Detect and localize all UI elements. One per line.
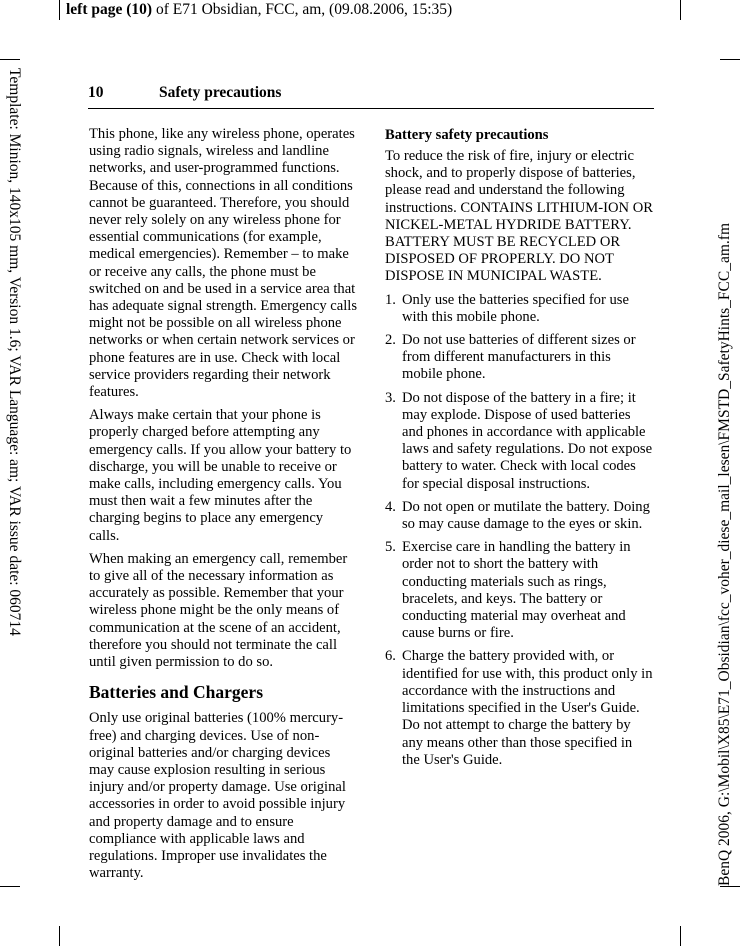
- list-item: [385, 390, 653, 493]
- file-path-margin: [714, 156, 734, 886]
- list-item-number: 4.: [385, 498, 396, 515]
- crop-mark: [720, 59, 740, 60]
- crop-mark: [720, 886, 740, 887]
- paragraph: When making an emergency call, remember to give all of the necessary information as accurately as possible. Remember that your wireless phone might be the only means of communication at the scene of an accident, therefore you should not terminate the call until given permission to do so.: [89, 550, 348, 671]
- page-number: 10: [88, 84, 104, 101]
- crop-mark: [0, 59, 20, 60]
- slug-page-label: left page (10): [66, 1, 153, 18]
- crop-mark: [59, 926, 60, 946]
- paragraph: To reduce the risk of fire, injury or electric shock, and to properly dispose of batteries, please read and understand the following instructions. CONTAINS LITHIUM-ION OR NICKEL-METAL HYDRIDE BATTERY. BATTERY MUST BE RECYCLED OR DISPOSED OF PROPERLY. DO NOT DISPOSE IN MUNICIPAL WASTE.: [385, 148, 653, 285]
- list-item-text: Do not dispose of the battery in a fire; it may explode. Dispose of used batteries and phones in accordance with applicable laws and safety regulations. Do not expose battery to water. Check with local codes for special disposal instructions.: [402, 389, 653, 492]
- list-item-number: 6.: [385, 648, 396, 665]
- list-item-number: 5.: [385, 539, 396, 556]
- print-slug: [66, 1, 452, 19]
- precautions-list: [385, 292, 653, 769]
- list-item: [385, 499, 653, 533]
- list-item-number: 3.: [385, 389, 396, 406]
- list-item-text: Do not open or mutilate the battery. Doing so may cause damage to the eyes or skin.: [402, 498, 650, 533]
- list-item-text: Only use the batteries specified for use with this mobile phone.: [402, 291, 629, 325]
- list-item-text: Do not use batteries of different sizes or from different manufacturers in this mobile phone.: [402, 332, 636, 383]
- template-info-margin: [4, 68, 24, 668]
- crop-mark: [59, 0, 60, 20]
- list-item: [385, 292, 653, 326]
- list-item-text: Charge the battery provided with, or identified for use with, this product only in accordance with the instructions and limitations specified in the User's Guide. Do not attempt to charge the battery by any means other than those specified in the User's Guide.: [402, 648, 653, 768]
- subsection-heading: Battery safety precautions: [385, 127, 549, 143]
- left-column: [89, 126, 357, 888]
- paragraph: This phone, like any wireless phone, operates using radio signals, wireless and landline networks, and user-programmed functions. Because of this, connections in all conditions cannot be guaranteed. Therefore, you should never rely solely on any wireless phone for essential communications (for example, medical emergencies). Remember – to make or receive any calls, the phone must be switched on and be used in a service area that has adequate signal strength. Emergency calls might not be possible on all wireless phone networks or when certain network services or phone features are in use. Check with local service providers regarding their network features.: [89, 126, 358, 401]
- paragraph: Always make certain that your phone is properly charged before attempting any emergency calls. If you allow your battery to discharge, you will be unable to receive or make calls, including emergency calls. You must then wait a few minutes after the charging begins to place any emergency calls.: [89, 407, 352, 544]
- template-info-text: Template: Minion, 140x105 mm, Version 1.6; VAR Language: am; VAR issue date: 060714: [6, 68, 23, 636]
- list-item: [385, 648, 653, 768]
- list-item: [385, 539, 653, 642]
- crop-mark: [680, 0, 681, 20]
- list-item-number: 1.: [385, 291, 396, 308]
- right-column: [385, 126, 653, 775]
- list-item-text: Exercise care in handling the battery in order not to short the battery with conducting materials such as rings, bracelets, and keys. The battery or conducting material may overheat and cause burns or fire.: [402, 539, 631, 642]
- paragraph: Only use original batteries (100% mercury-free) and charging devices. Use of non-original batteries and/or charging devices may cause explosion resulting in serious injury and/or property damage. Use original accessories in order to avoid possible injury and property damage and to ensure compliance with applicable laws and regulations. Improper use invalidates the warranty.: [89, 710, 346, 882]
- page-title: Safety precautions: [159, 84, 282, 101]
- list-item-number: 2.: [385, 332, 396, 349]
- list-item: [385, 332, 653, 384]
- crop-mark: [0, 886, 20, 887]
- slug-details: of E71 Obsidian, FCC, am, (09.08.2006, 15:35): [152, 1, 453, 18]
- section-heading: Batteries and Chargers: [89, 682, 264, 703]
- file-path-text: BenQ 2006, G:\Mobil\X85\E71_Obsidian\fcc_voher_diese_mail_lesen\FMSTD_SafetyHints_FCC_am.fm: [716, 223, 733, 886]
- crop-mark: [680, 926, 681, 946]
- running-header: [88, 82, 654, 109]
